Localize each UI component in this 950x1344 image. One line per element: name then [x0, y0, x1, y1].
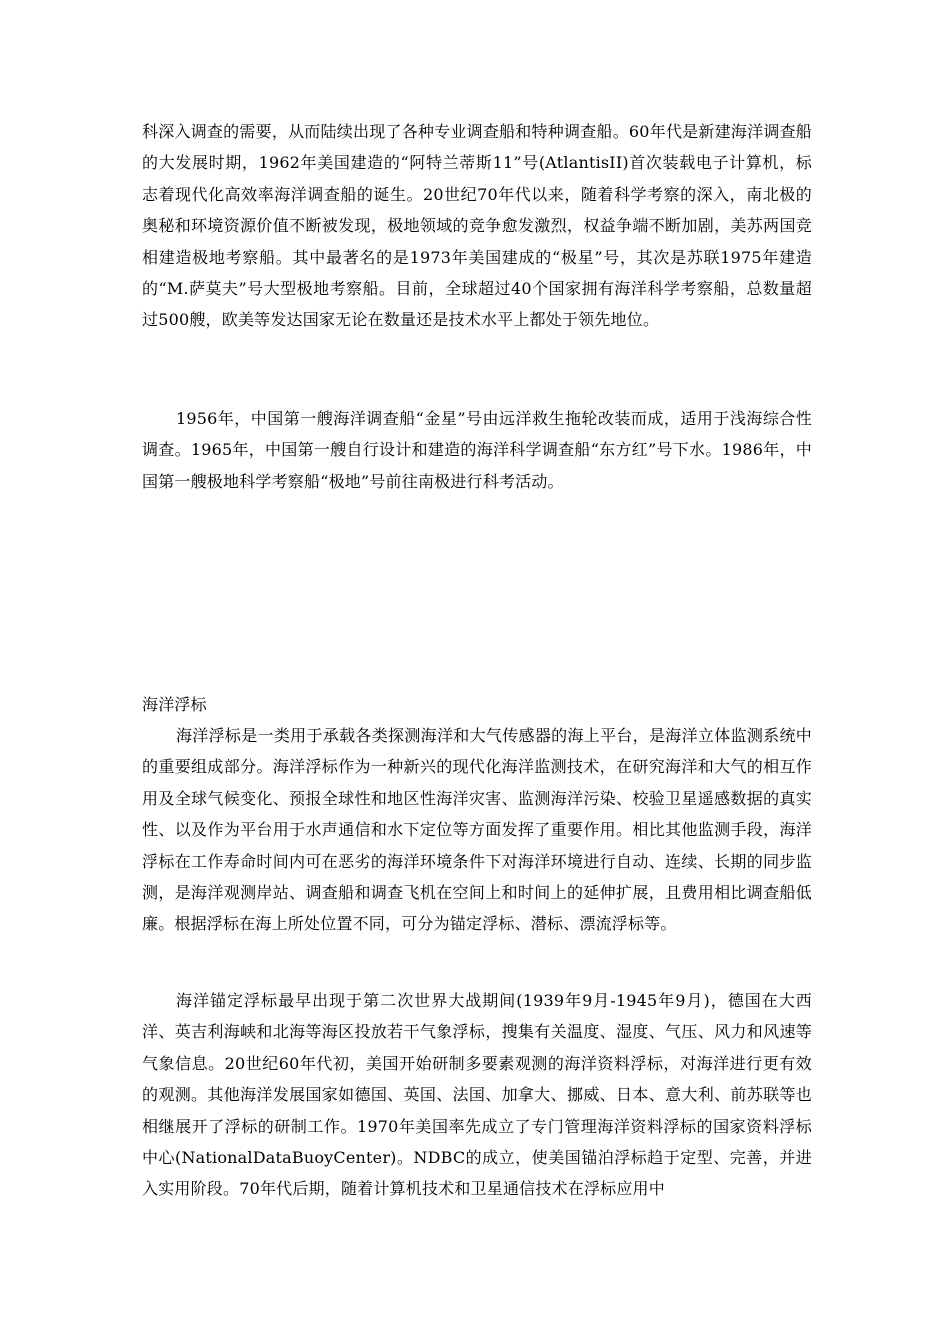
- paragraph-research-vessels-history: 科深入调查的需要，从而陆续出现了各种专业调查船和特种调查船。60年代是新建海洋调查船的大发展时期，1962年美国建造的“阿特兰蒂斯11”号(AtlantisII)首次装载电子计算机，标志着现代化高效率海洋调查船的诞生。20世纪70年代以来，随着科学考察的深入，南北极的奥秘和环境资源价值不断被发现，极地领域的竞争愈发激烈，权益争端不断加剧，美苏两国竞相建造极地考察船。其中最著名的是1973年美国建成的“极星”号，其次是苏联1975年建造的“M.萨莫夫”号大型极地考察船。目前，全球超过40个国家拥有海洋科学考察船，总数量超过500艘，欧美等发达国家无论在数量还是技术水平上都处于领先地位。: [142, 122, 812, 330]
- section-heading-ocean-buoy: 海洋浮标: [142, 695, 207, 714]
- paragraph-moored-buoy-history: 海洋锚定浮标最早出现于第二次世界大战期间(1939年9月-1945年9月)，德国在大西洋、英吉利海峡和北海等海区投放若干气象浮标，搜集有关温度、湿度、气压、风力和风速等气象信息。20世纪60年代初，美国开始研制多要素观测的海洋资料浮标，对海洋进行更有效的观测。其他海洋发展国家如德国、英国、法国、加拿大、挪威、日本、意大利、前苏联等也相继展开了浮标的研制工作。1970年美国率先成立了专门管理海洋资料浮标的国家资料浮标中心(NationalDataBuoyCenter)。NDBC的成立，使美国锚泊浮标趋于定型、完善，并进入实用阶段。70年代后期，随着计算机技术和卫星通信技术在浮标应用中: [142, 991, 812, 1199]
- paragraph-ocean-buoy-overview: 海洋浮标是一类用于承载各类探测海洋和大气传感器的海上平台，是海洋立体监测系统中的重要组成部分。海洋浮标作为一种新兴的现代化海洋监测技术，在研究海洋和大气的相互作用及全球气候变化、预报全球性和地区性海洋灾害、监测海洋污染、校验卫星遥感数据的真实性、以及作为平台用于水声通信和水下定位等方面发挥了重要作用。相比其他监测手段，海洋浮标在工作寿命时间内可在恶劣的海洋环境条件下对海洋环境进行自动、连续、长期的同步监测，是海洋观测岸站、调查船和调查飞机在空间上和时间上的延伸扩展，且费用相比调查船低廉。根据浮标在海上所处位置不同，可分为锚定浮标、潜标、漂流浮标等。: [142, 726, 812, 934]
- paragraph-china-research-vessels: 1956年，中国第一艘海洋调查船“金星”号由远洋救生拖轮改装而成，适用于浅海综合性调查。1965年，中国第一艘自行设计和建造的海洋科学调查船“东方红”号下水。1986年，中国第一艘极地科学考察船“极地”号前往南极进行科考活动。: [142, 409, 812, 491]
